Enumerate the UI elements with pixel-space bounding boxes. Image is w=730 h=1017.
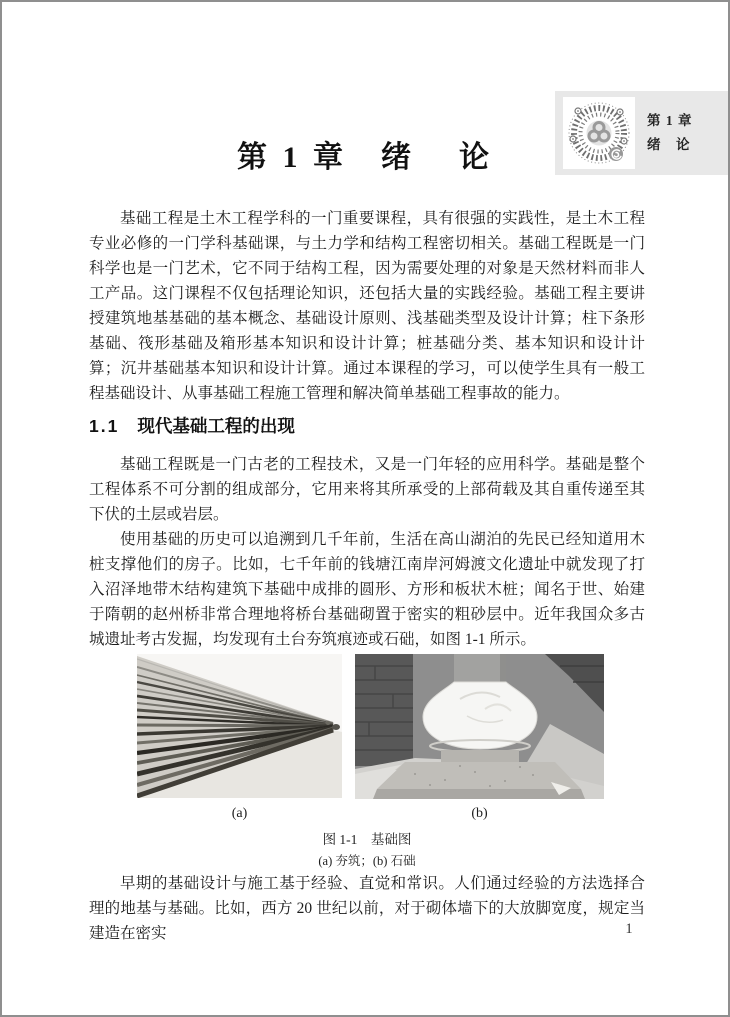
page-number: 1 <box>625 921 633 937</box>
badge-chapter-title: 绪 论 <box>647 137 691 152</box>
paragraph: 基础工程既是一门古老的工程技术，又是一门年轻的应用科学。基础是整个工程体系不可分割的组成部分，它用来将其所承受的上部荷载及其自重传递至其下伏的土层或岩层。 <box>89 456 645 523</box>
section-title: 现代基础工程的出现 <box>137 416 295 436</box>
figure-1-1 <box>89 654 645 871</box>
page-body <box>89 206 645 946</box>
chapter-title-word-1: 绪 <box>381 141 415 174</box>
figure-label-b: (b) <box>471 806 488 821</box>
paragraph: 使用基础的历史可以追溯到几千年前，生活在高山湖泊的先民已经知道用木桩支撑他们的房子。比如，七千年前的钱塘江南岸河姆渡文化遗址中就发现了打入沼泽地带木结构建筑下基础中成排的圆形、方形和板状木桩；闻名于世、始建于隋朝的赵州桥非常合理地将桥台基础砌置于密实的粗砂层中。近年我国众多古城遗址考古发掘，均发现有土台夯筑痕迹或石础，如图 1-1 所示。 <box>89 531 645 648</box>
rammed-earth-wall-photo <box>137 654 342 798</box>
chapter-title-number: 第 1 章 <box>237 141 347 174</box>
stone-column-base-photo <box>355 654 604 799</box>
section-heading <box>89 414 645 439</box>
chapter-title <box>2 132 728 176</box>
section-number: 1.1 <box>89 416 120 436</box>
intro-paragraph: 基础工程是土木工程学科的一门重要课程，具有很强的实践性，是土木工程专业必修的一门学科基础课，与土力学和结构工程密切相关。基础工程既是一门科学也是一门艺术，它不同于结构工程，因为需要处理的对象是天然材料而非人工产品。这门课程不仅包括理论知识，还包括大量的实践经验。基础工程主要讲授建筑地基基础的基本概念、基础设计原则、浅基础类型及设计计算；柱下条形基础、筏形基础及箱形基本知识和设计计算；桩基础分类、基本知识和设计计算；沉井基础基本知识和设计计算。通过本课程的学习，可以使学生具有一般工程基础设计、从事基础工程施工管理和解决简单基础工程事故的能力。 <box>89 210 645 402</box>
figure-subcaption: (a) 夯筑；(b) 石础 <box>318 854 416 868</box>
badge-chapter-label: 第 1 章 <box>647 113 693 128</box>
closing-paragraph: 早期的基础设计与施工基于经验、直觉和常识。人们通过经验的方法选择合理的地基与基础。比如，西方 20 世纪以前，对于砌体墙下的大放脚宽度，规定当建造在密实 <box>89 875 645 942</box>
figure-caption: 图 1-1 基础图 <box>322 832 412 847</box>
figure-label-a: (a) <box>231 806 248 821</box>
chapter-title-word-2: 论 <box>459 141 493 174</box>
